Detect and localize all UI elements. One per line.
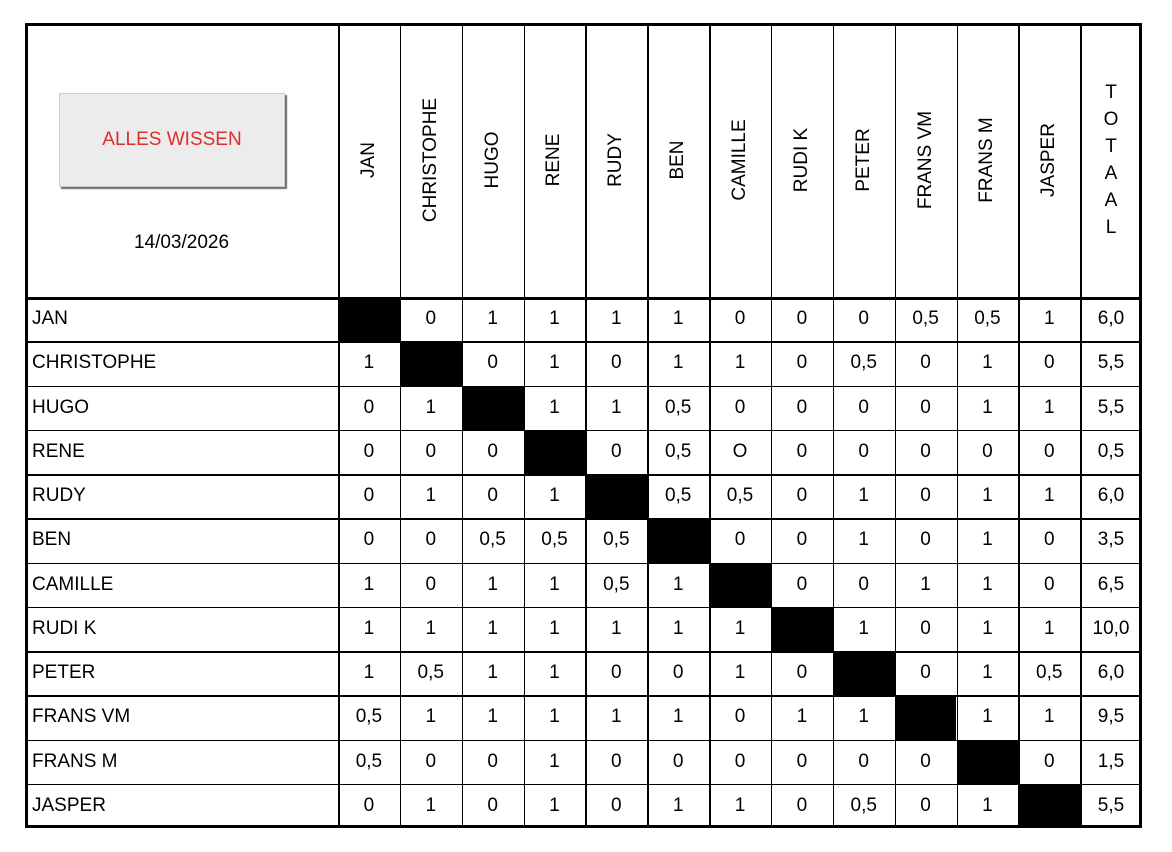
score-cell[interactable]: 1 — [920, 573, 931, 595]
diagonal-blocked-cell — [585, 474, 647, 518]
score-cell[interactable]: 1 — [363, 617, 375, 639]
column-header-label: BEN — [667, 140, 689, 180]
score-cell[interactable]: 0,5 — [479, 529, 506, 551]
column-header — [771, 23, 833, 297]
row-player-name: RUDY — [32, 485, 86, 507]
score-cell[interactable]: 1 — [549, 308, 560, 330]
grid-line-vertical — [1139, 23, 1142, 828]
score-cell[interactable]: 1 — [672, 352, 684, 374]
score-cell[interactable]: 0 — [363, 529, 375, 551]
score-cell[interactable]: 1 — [549, 706, 560, 728]
grid-line-vertical — [524, 23, 526, 828]
total-header-letter: A — [1104, 190, 1118, 211]
score-cell[interactable]: 0 — [611, 352, 622, 374]
row-player-name: FRANS M — [32, 750, 118, 772]
score-cell[interactable]: 1 — [425, 706, 437, 728]
column-header-label: FRANS VM — [914, 110, 936, 210]
score-cell[interactable]: 0,5 — [355, 750, 383, 772]
score-cell[interactable]: 1 — [363, 352, 375, 374]
score-cell[interactable]: 0 — [363, 794, 375, 816]
score-cell[interactable]: 0 — [363, 440, 375, 462]
row-total-cell: 6,5 — [1097, 573, 1125, 595]
score-cell[interactable]: 0 — [796, 352, 808, 374]
score-cell[interactable]: 1 — [549, 396, 560, 418]
row-total-cell: 10,0 — [1092, 617, 1130, 639]
score-cell[interactable]: 0 — [611, 794, 622, 816]
diagonal-blocked-cell — [462, 386, 524, 430]
column-header — [400, 23, 462, 297]
score-cell[interactable]: 0 — [1043, 750, 1055, 772]
score-cell[interactable]: 1 — [549, 485, 560, 507]
column-header-label: FRANS M — [976, 117, 998, 203]
diagonal-blocked-cell — [1018, 784, 1080, 828]
grid-line-horizontal — [25, 784, 1142, 786]
score-cell[interactable]: 1 — [425, 794, 437, 816]
diagonal-blocked-cell — [524, 430, 586, 474]
score-cell[interactable]: 1 — [982, 396, 993, 418]
score-cell[interactable]: 1 — [611, 308, 622, 330]
diagonal-blocked-cell — [709, 563, 771, 607]
score-cell[interactable]: 0 — [425, 750, 437, 772]
grid-line-vertical — [895, 23, 897, 828]
score-cell[interactable]: 1 — [858, 529, 869, 551]
column-header-label: RUDI K — [790, 127, 812, 193]
score-cell[interactable]: 1 — [549, 662, 560, 684]
score-cell[interactable]: 0 — [1043, 440, 1055, 462]
score-cell[interactable]: 1 — [672, 617, 684, 639]
score-cell[interactable]: 1 — [425, 617, 437, 639]
score-cell[interactable]: 0 — [425, 573, 437, 595]
score-cell[interactable]: 0,5 — [1036, 662, 1063, 684]
row-total-cell: 5,5 — [1097, 396, 1125, 418]
column-header — [833, 23, 895, 297]
score-cell[interactable]: 0 — [796, 573, 808, 595]
score-cell[interactable]: 0 — [1043, 573, 1055, 595]
row-player-name: JAN — [32, 308, 68, 330]
column-header-label: RENE — [543, 133, 565, 187]
grid-line-horizontal — [25, 607, 1142, 609]
row-player-name: RUDI K — [32, 617, 97, 639]
grid-line-vertical — [400, 23, 402, 828]
score-cell[interactable]: 0 — [920, 396, 931, 418]
total-header-letter: T — [1105, 82, 1117, 103]
total-column-header — [1080, 23, 1142, 297]
score-cell[interactable]: 1 — [672, 794, 684, 816]
score-cell[interactable]: 0 — [611, 440, 622, 462]
score-cell[interactable]: 0 — [734, 750, 746, 772]
score-cell[interactable]: 0 — [796, 396, 808, 418]
grid-line-horizontal — [25, 563, 1142, 565]
score-cell[interactable]: 0 — [920, 794, 931, 816]
score-cell[interactable]: 0,5 — [541, 529, 568, 551]
score-cell[interactable]: 0 — [858, 440, 869, 462]
score-cell[interactable]: 0,5 — [664, 396, 692, 418]
diagonal-blocked-cell — [833, 651, 895, 695]
row-player-name: PETER — [32, 662, 96, 684]
score-cell[interactable]: 0,5 — [850, 794, 877, 816]
total-header-letter: L — [1105, 217, 1117, 238]
score-cell[interactable]: 0 — [920, 352, 931, 374]
score-cell[interactable]: 1 — [734, 617, 746, 639]
grid-line-vertical — [25, 23, 28, 828]
score-cell[interactable]: 1 — [672, 308, 684, 330]
score-cell[interactable]: 1 — [611, 617, 622, 639]
score-cell[interactable]: 0,5 — [603, 573, 630, 595]
score-cell[interactable]: 1 — [982, 352, 993, 374]
score-cell[interactable]: 1 — [672, 573, 684, 595]
diagonal-blocked-cell — [647, 518, 709, 562]
score-cell[interactable]: 0 — [920, 440, 931, 462]
score-cell[interactable]: 0 — [858, 308, 869, 330]
score-cell[interactable]: 0 — [487, 440, 498, 462]
row-player-name: FRANS VM — [32, 706, 131, 728]
score-cell[interactable]: 1 — [734, 352, 746, 374]
score-cell[interactable]: 0 — [672, 662, 684, 684]
row-total-cell: 6,0 — [1097, 308, 1125, 330]
grid-line-horizontal — [25, 386, 1142, 388]
clear-all-button[interactable]: ALLES WISSEN — [59, 93, 285, 187]
score-cell[interactable]: 1 — [982, 617, 993, 639]
total-header-letter: A — [1104, 163, 1118, 184]
score-cell[interactable]: 1 — [425, 485, 437, 507]
score-cell[interactable]: 0 — [920, 750, 931, 772]
grid-line-vertical — [1080, 23, 1082, 828]
score-cell[interactable]: 0 — [796, 794, 808, 816]
grid-line-horizontal — [25, 740, 1142, 742]
column-header — [647, 23, 709, 297]
score-cell[interactable]: O — [732, 440, 748, 462]
grid-line-horizontal — [25, 651, 1142, 653]
row-total-cell: 1,5 — [1097, 750, 1125, 772]
score-cell[interactable]: 1 — [549, 794, 560, 816]
row-total-cell: 5,5 — [1097, 352, 1125, 374]
score-cell[interactable]: 1 — [487, 308, 498, 330]
diagonal-blocked-cell — [957, 740, 1019, 784]
total-header-letter: T — [1105, 136, 1117, 157]
row-total-cell: 5,5 — [1097, 794, 1125, 816]
score-cell[interactable]: 1 — [487, 573, 498, 595]
score-cell[interactable]: 0 — [796, 485, 808, 507]
score-cell[interactable]: 1 — [672, 706, 684, 728]
row-total-cell: 6,0 — [1097, 662, 1125, 684]
score-cell[interactable]: 0 — [858, 573, 869, 595]
score-cell[interactable]: 1 — [487, 617, 498, 639]
column-header-label: PETER — [852, 128, 874, 192]
score-cell[interactable]: 0 — [920, 617, 931, 639]
column-header-label: CHRISTOPHE — [419, 97, 441, 223]
score-cell[interactable]: 1 — [363, 573, 375, 595]
score-cell[interactable]: 0 — [1043, 529, 1055, 551]
score-cell[interactable]: 0 — [425, 308, 437, 330]
score-cell[interactable]: 0 — [611, 750, 622, 772]
column-header-label: RUDY — [605, 133, 627, 187]
score-cell[interactable]: 0 — [487, 485, 498, 507]
grid-line-vertical — [957, 23, 959, 828]
grid-line-horizontal — [25, 518, 1142, 520]
score-cell[interactable]: 1 — [982, 706, 993, 728]
score-cell[interactable]: 0 — [425, 440, 437, 462]
column-header — [957, 23, 1019, 297]
column-header-label: CAMILLE — [729, 119, 751, 201]
score-cell[interactable]: 0,5 — [726, 485, 754, 507]
header-corner — [25, 23, 338, 297]
score-cell[interactable]: 0 — [920, 529, 931, 551]
score-cell[interactable]: 0 — [920, 485, 931, 507]
score-cell[interactable]: 1 — [982, 573, 993, 595]
score-cell[interactable]: 0 — [734, 308, 746, 330]
diagonal-blocked-cell — [338, 297, 400, 341]
date-label: 14/03/2026 — [133, 232, 230, 253]
score-cell[interactable]: 0 — [858, 396, 869, 418]
column-header-label: JASPER — [1038, 123, 1060, 197]
score-cell[interactable]: 1 — [1043, 485, 1055, 507]
score-cell[interactable]: 1 — [549, 750, 560, 772]
score-cell[interactable]: 0 — [487, 352, 498, 374]
column-header-label: JAN — [357, 142, 379, 178]
score-cell[interactable]: 1 — [425, 396, 437, 418]
grid-line-horizontal — [25, 341, 1142, 343]
score-cell[interactable]: 1 — [858, 706, 869, 728]
score-cell[interactable]: 1 — [982, 485, 993, 507]
score-cell[interactable]: 0 — [487, 750, 498, 772]
row-player-name: HUGO — [32, 396, 89, 418]
diagonal-blocked-cell — [771, 607, 833, 651]
row-total-cell: 3,5 — [1097, 529, 1125, 551]
row-total-cell: 0,5 — [1097, 440, 1125, 462]
score-grid — [25, 23, 1142, 828]
score-cell[interactable]: 0 — [672, 750, 684, 772]
score-cell[interactable]: 1 — [363, 662, 375, 684]
row-total-cell: 6,0 — [1097, 485, 1125, 507]
grid-line-vertical — [338, 23, 340, 828]
total-header-letters — [1104, 79, 1119, 241]
score-cell[interactable]: 1 — [549, 352, 560, 374]
score-cell[interactable]: 0 — [858, 750, 869, 772]
score-cell[interactable]: 1 — [487, 662, 498, 684]
grid-line-horizontal — [25, 695, 1142, 697]
score-cell[interactable]: 0 — [920, 662, 931, 684]
score-cell[interactable]: 0,5 — [664, 485, 692, 507]
total-header-letter: O — [1103, 109, 1119, 130]
column-header — [585, 23, 647, 297]
score-cell[interactable]: 1 — [549, 617, 560, 639]
score-cell[interactable]: 0 — [796, 750, 808, 772]
score-cell[interactable]: 0 — [734, 396, 746, 418]
grid-line-horizontal — [25, 474, 1142, 476]
row-total-cell: 9,5 — [1097, 706, 1125, 728]
grid-line-vertical — [462, 23, 464, 828]
score-cell[interactable]: 1 — [858, 485, 869, 507]
grid-line-vertical — [1018, 23, 1020, 828]
score-cell[interactable]: 1 — [796, 706, 808, 728]
score-cell[interactable]: 1 — [611, 706, 622, 728]
score-cell[interactable]: 0 — [425, 529, 437, 551]
grid-line-vertical — [585, 23, 587, 828]
score-cell[interactable]: 0 — [1043, 352, 1055, 374]
score-cell[interactable]: 0 — [796, 440, 808, 462]
score-cell[interactable]: 0 — [796, 308, 808, 330]
score-cell[interactable]: 0,5 — [355, 706, 383, 728]
grid-line-vertical — [833, 23, 835, 828]
row-player-name: BEN — [32, 529, 72, 551]
score-cell[interactable]: 1 — [734, 794, 746, 816]
score-cell[interactable]: 1 — [487, 706, 498, 728]
score-cell[interactable]: 0 — [363, 396, 375, 418]
grid-line-horizontal — [25, 23, 1142, 26]
column-header — [1018, 23, 1080, 297]
grid-line-horizontal — [25, 825, 1142, 828]
column-header — [462, 23, 524, 297]
score-cell[interactable]: 1 — [1043, 308, 1055, 330]
score-cell[interactable]: 0 — [734, 529, 746, 551]
score-cell[interactable]: 1 — [734, 662, 746, 684]
grid-line-vertical — [771, 23, 773, 828]
score-cell[interactable]: 0 — [363, 485, 375, 507]
score-cell[interactable]: 0 — [796, 529, 808, 551]
score-cell[interactable]: 0,5 — [912, 308, 939, 330]
score-cell[interactable]: 1 — [549, 573, 560, 595]
score-cell[interactable]: 0,5 — [417, 662, 444, 684]
score-cell[interactable]: 0,5 — [974, 308, 1001, 330]
score-cell[interactable]: 0 — [611, 662, 622, 684]
grid-line-vertical — [709, 23, 711, 828]
row-player-name: RENE — [32, 440, 85, 462]
score-cell[interactable]: 1 — [858, 617, 869, 639]
score-cell[interactable]: 1 — [982, 794, 993, 816]
column-header — [895, 23, 957, 297]
column-header — [524, 23, 586, 297]
row-player-name: CHRISTOPHE — [32, 352, 157, 374]
score-cell[interactable]: 0 — [734, 706, 746, 728]
score-cell[interactable]: 1 — [982, 529, 993, 551]
row-player-name: CAMILLE — [32, 573, 114, 595]
column-header-label: HUGO — [481, 131, 503, 189]
score-cell[interactable]: 0,5 — [603, 529, 630, 551]
column-header — [709, 23, 771, 297]
score-cell[interactable]: 0 — [796, 662, 808, 684]
row-player-name: JASPER — [32, 794, 106, 816]
column-header — [338, 23, 400, 297]
score-cell[interactable]: 1 — [1043, 396, 1055, 418]
score-cell[interactable]: 1 — [611, 396, 622, 418]
diagonal-blocked-cell — [895, 695, 957, 739]
grid-line-horizontal — [25, 430, 1142, 432]
grid-line-vertical — [647, 23, 649, 828]
score-cell[interactable]: 0,5 — [850, 352, 877, 374]
grid-line-horizontal — [25, 297, 1142, 300]
score-cell[interactable]: 0 — [982, 440, 993, 462]
score-cell[interactable]: 0 — [487, 794, 498, 816]
score-cell[interactable]: 0,5 — [664, 440, 692, 462]
diagonal-blocked-cell — [400, 341, 462, 385]
score-cell[interactable]: 1 — [1043, 617, 1055, 639]
score-cell[interactable]: 1 — [1043, 706, 1055, 728]
score-cell[interactable]: 1 — [982, 662, 993, 684]
